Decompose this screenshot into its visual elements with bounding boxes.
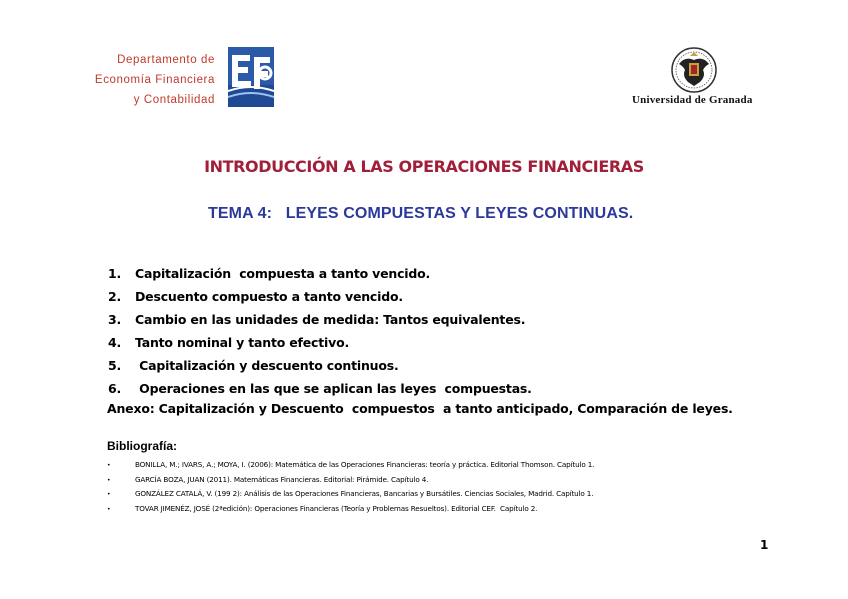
- topic-number: 1.: [108, 266, 122, 281]
- bibliography-text: GONZÁLEZ CATALÁ, V. (199 2): Análisis de las Operaciones Financieras, Bancarias y Bursátiles. Ciencias Sociales, Madrid. Capítulo 1.: [135, 489, 594, 498]
- department-line-3: y Contabilidad: [133, 94, 215, 106]
- topic-text: Capitalización compuesta a tanto vencido.: [135, 266, 431, 281]
- department-line-2: Economía Financiera: [94, 74, 215, 86]
- topic-text: Descuento compuesto a tanto vencido.: [135, 289, 403, 304]
- topic-number: 2.: [108, 289, 122, 304]
- bullet: •: [107, 491, 111, 498]
- topic-item: [108, 262, 532, 285]
- topic-list: [108, 262, 532, 400]
- bibliography-item: [107, 473, 594, 488]
- page-number: 1: [760, 538, 769, 552]
- topic-item: [108, 285, 532, 308]
- topic-text: Cambio en las unidades de medida: Tantos equivalentes.: [135, 312, 526, 327]
- topic-text: Capitalización y descuento continuos.: [135, 358, 399, 373]
- topic-text: Tanto nominal y tanto efectivo.: [135, 335, 350, 350]
- university-name: Universidad de Granada: [632, 94, 753, 106]
- bibliography-heading: Bibliografía:: [107, 439, 178, 453]
- topic-item: [108, 308, 532, 331]
- annex-line: Anexo: Capitalización y Descuento compuestos a tanto anticipado, Comparación de leyes.: [107, 401, 733, 416]
- topic-number: 5.: [108, 358, 122, 373]
- topic-item: [108, 377, 532, 400]
- department-name: [95, 50, 215, 110]
- topic-item: [108, 354, 532, 377]
- university-crest-icon: [669, 46, 719, 94]
- bullet: •: [107, 462, 111, 469]
- bullet: •: [107, 505, 111, 513]
- topic-text: Operaciones en las que se aplican las leyes compuestas.: [135, 381, 532, 396]
- bibliography-item: [107, 487, 594, 502]
- bullet: •: [107, 476, 111, 484]
- efc-monogram-logo: [228, 47, 274, 107]
- topic-number: 6.: [108, 381, 122, 396]
- department-line-1: Departamento de: [117, 54, 215, 66]
- course-title: INTRODUCCIÓN A LAS OPERACIONES FINANCIERAS: [204, 157, 644, 176]
- bibliography-text: TOVAR JIMENÉZ, JOSÉ (2ªedición): Operaciones Financieras (Teoría y Problemas Resueltos). Editorial CEF. Capítulo 2.: [135, 503, 538, 513]
- bibliography-list: [107, 458, 594, 516]
- tema-title: TEMA 4: LEYES COMPUESTAS Y LEYES CONTINUAS.: [208, 205, 634, 222]
- bibliography-text: BONILLA, M.; IVARS, A.; MOYA, I. (2006): Matemática de las Operaciones Financieras: teoría y práctica. Editorial Thomson. Capítulo 1.: [135, 460, 595, 469]
- bibliography-item: [107, 458, 594, 473]
- topic-number: 3.: [108, 312, 122, 327]
- topic-item: [108, 331, 532, 354]
- bibliography-text: GARCÍA BOZA, JUAN (2011). Matemáticas Financieras. Editorial: Pirámide. Capítulo 4.: [135, 474, 429, 484]
- bibliography-item: [107, 502, 594, 517]
- topic-number: 4.: [108, 335, 122, 350]
